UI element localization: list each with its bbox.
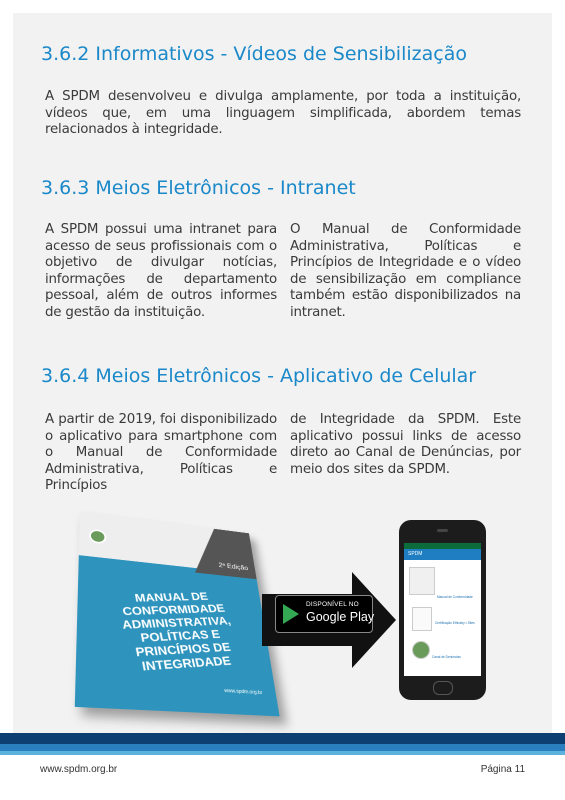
screen-item-manual[interactable]: Manual de Conformidade [437,595,473,599]
screen-thumbnail-manual [409,567,435,595]
phone-screen [404,543,481,676]
footer-stripe-mid [0,744,565,751]
section-heading-intranet: 3.6.3 Meios Eletrônicos - Intranet [41,177,356,199]
footer-stripe-light [0,751,565,755]
screen-thumbnail-cert [412,607,432,631]
google-play-icon [283,604,299,624]
paragraph-intranet-left: A SPDM possui uma intranet para acesso de seus profissionais com o objetivo de divulgar notícias, informações de departamento pessoal, além de outros informes de gestão da instituição. [45,222,277,320]
paragraph-intranet-right: O Manual de Conformidade Administrativa, Políticas e Princípios de Integridade e o vídeo de sensibilização em compliance também estão disponibilizados na intranet. [290,222,521,320]
section-heading-videos: 3.6.2 Informativos - Vídeos de Sensibilização [41,43,467,65]
section-heading-app: 3.6.4 Meios Eletrônicos - Aplicativo de Celular [41,365,477,387]
smartphone-image [399,520,486,700]
screen-thumbnail-canal [412,641,430,659]
paragraph-videos: A SPDM desenvolveu e divulga amplamente, por toda a instituição, vídeos que, em uma linguagem simplificada, abordem temas relacionados à integridade. [45,89,521,137]
book-url: www.spdm.org.br [224,688,263,697]
phone-camera [437,529,448,532]
google-play-badge[interactable] [275,595,373,633]
paragraph-app-left: A partir de 2019, foi disponibilizado o aplicativo para smartphone com o Manual de Conformidade Administrativa, Políticas e Princípios [45,412,277,493]
manual-book-image [78,497,270,719]
book-edition: 2ª Edição [218,561,249,572]
badge-store-name: Google Play [306,610,375,624]
badge-small-text: DISPONÍVEL NO [306,601,359,608]
home-button [433,681,453,695]
paragraph-app-right: de Integridade da SPDM. Este aplicativo possui links de acesso direto ao Canal de Denúncias, por meio dos sites da SPDM. [290,412,521,477]
manual-book-cover [75,511,280,716]
footer-page-number: Página 11 [480,764,525,775]
book-title: MANUAL DE CONFORMIDADE ADMINISTRATIVA, POLÍTICAS E PRINCÍPIOS DE INTEGRIDADE [121,589,233,674]
screen-item-canal[interactable]: Canal de Denúncias [432,655,461,659]
footer-stripe-dark [0,733,565,744]
screen-item-cert[interactable]: Certificação Ethicsby • Sites [435,621,475,625]
footer-website: www.spdm.org.br [40,764,118,775]
app-title-bar: SPDM [404,549,481,560]
